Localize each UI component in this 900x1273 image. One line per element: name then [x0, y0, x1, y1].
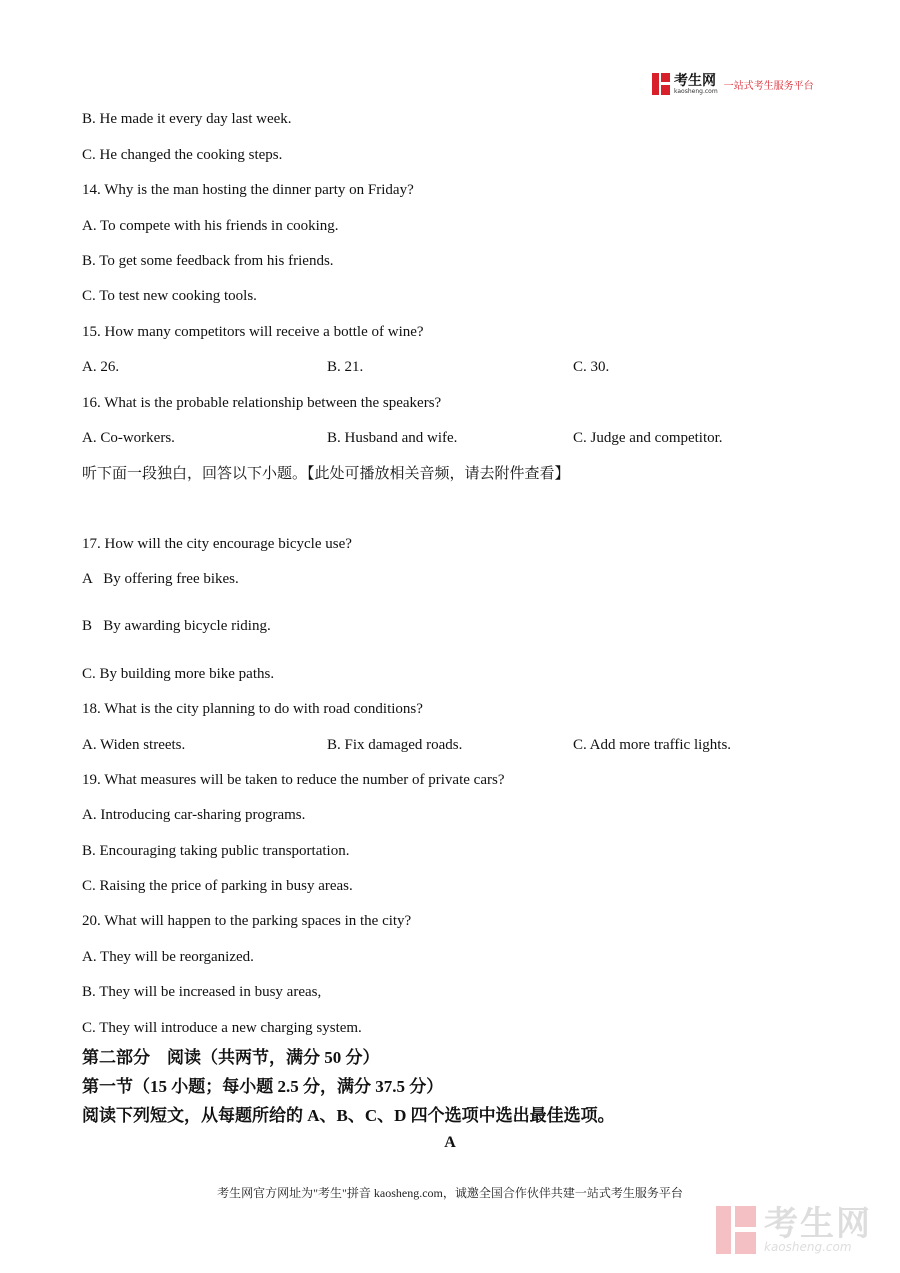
q20-option-b: B. They will be increased in busy areas, [82, 984, 322, 1000]
q15-option-a: A. 26. [82, 359, 120, 375]
footer-text: 考生网官方网址为"考生"拼音 kaosheng.com，诚邀全国合作伙伴共建一站式考生服务平台 [217, 1186, 683, 1200]
question-17: 17. How will the city encourage bicycle use? [82, 536, 352, 552]
question-15: 15. How many competitors will receive a bottle of wine? [82, 324, 424, 340]
q13-option-b: B. He made it every day last week. [82, 111, 292, 127]
passage-label: A [444, 1134, 456, 1151]
q15-option-c: C. 30. [573, 359, 610, 375]
question-14: 14. Why is the man hosting the dinner party on Friday? [82, 182, 414, 198]
q20-option-c: C. They will introduce a new charging system. [82, 1020, 362, 1036]
q18-option-a: A. Widen streets. [82, 737, 186, 753]
q19-option-a: A. Introducing car-sharing programs. [82, 807, 306, 823]
question-19: 19. What measures will be taken to reduce the number of private cars? [82, 772, 505, 788]
kaosheng-logo-icon [652, 73, 670, 95]
listening-instruction: 听下面一段独白，回答以下小题。【此处可播放相关音频，请去附件查看】 [82, 466, 570, 482]
logo-url: kaosheng.com [674, 87, 718, 95]
q18-option-c: C. Add more traffic lights. [573, 737, 732, 753]
watermark-logo-icon [716, 1206, 756, 1254]
q13-option-c: C. He changed the cooking steps. [82, 147, 283, 163]
q15-option-b: B. 21. [327, 359, 364, 375]
section-one-heading: 第一节（15 小题；每小题 2.5 分，满分 37.5 分） [82, 1077, 444, 1096]
watermark-url: kaosheng.com [764, 1240, 852, 1254]
q17-option-a: A By offering free bikes. [82, 571, 239, 587]
q19-option-b: B. Encouraging taking public transportation. [82, 843, 350, 859]
question-16: 16. What is the probable relationship between the speakers? [82, 395, 442, 411]
q17-option-b: B By awarding bicycle riding. [82, 618, 271, 634]
q16-option-c: C. Judge and competitor. [573, 430, 723, 446]
q14-option-c: C. To test new cooking tools. [82, 288, 257, 304]
q17-option-c: C. By building more bike paths. [82, 666, 275, 682]
q14-option-a: A. To compete with his friends in cooking. [82, 218, 339, 234]
header-logo [652, 72, 814, 96]
watermark-name: 考生网 [764, 1204, 872, 1244]
q18-option-b: B. Fix damaged roads. [327, 737, 463, 753]
q16-option-a: A. Co-workers. [82, 430, 175, 446]
q14-option-b: B. To get some feedback from his friends. [82, 253, 334, 269]
question-20: 20. What will happen to the parking spaces in the city? [82, 913, 412, 929]
logo-slogan: 一站式考生服务平台 [723, 80, 814, 92]
q16-option-b: B. Husband and wife. [327, 430, 458, 446]
question-18: 18. What is the city planning to do with road conditions? [82, 701, 423, 717]
watermark [716, 1204, 872, 1256]
q20-option-a: A. They will be reorganized. [82, 949, 254, 965]
reading-directions: 阅读下列短文，从每题所给的 A、B、C、D 四个选项中选出最佳选项。 [82, 1106, 615, 1125]
part-two-heading: 第二部分 阅读（共两节，满分 50 分） [82, 1048, 380, 1067]
logo-name: 考生网 [674, 72, 716, 89]
q19-option-c: C. Raising the price of parking in busy areas. [82, 878, 353, 894]
